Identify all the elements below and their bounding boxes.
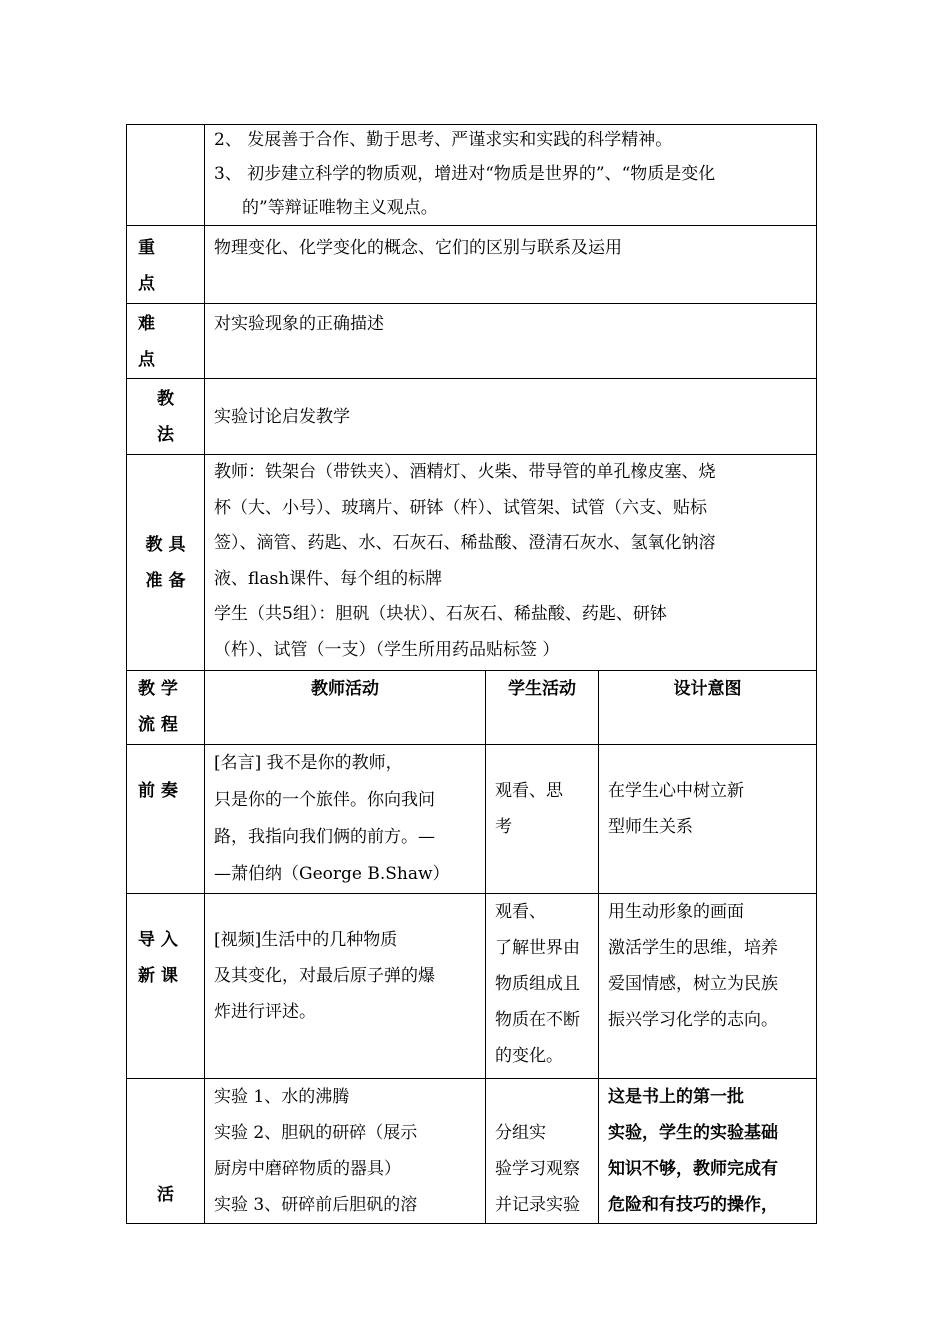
prelude-student-cell	[486, 745, 599, 894]
intro-intent-line-1: 用生动形象的画面	[608, 902, 744, 922]
key-point-label-1: 重	[138, 238, 155, 258]
key-point-label-2: 点	[138, 274, 155, 294]
goals-row	[127, 125, 817, 226]
intro-teacher-line-2: 及其变化，对最后原子弹的爆	[214, 966, 435, 986]
intro-teacher-line-3: 炸进行评述。	[214, 1002, 316, 1022]
tools-label-1: 教 具	[145, 534, 186, 555]
tools-content-cell	[205, 455, 817, 671]
prelude-teacher-cell	[205, 745, 486, 894]
key-point-text: 物理变化、化学变化的概念、它们的区别与联系及运用	[214, 238, 622, 258]
prelude-intent-line-1: 在学生心中树立新	[608, 781, 744, 801]
design-intent-header: 设计意图	[599, 671, 817, 745]
prelude-teacher-line-1: [名言] 我不是你的教师，	[214, 753, 403, 773]
tools-row	[127, 455, 817, 671]
student-activity-header: 学生活动	[486, 671, 599, 745]
prelude-row	[127, 745, 817, 894]
activity-intent-line-3: 知识不够，教师完成有	[608, 1159, 778, 1179]
prelude-label: 前 奏	[138, 781, 178, 801]
prelude-label-cell	[127, 745, 205, 894]
goal-item-3-cont: 的”等辩证唯物主义观点。	[242, 198, 438, 218]
activity-row	[127, 1079, 817, 1224]
activity-teacher-line-3: 厨房中磨碎物质的器具）	[214, 1159, 401, 1179]
flow-header-row	[127, 671, 817, 745]
flow-label-cell	[127, 671, 205, 745]
method-row	[127, 379, 817, 455]
tools-line-6: （杵）、试管（一支）（学生所用药品贴标签 ）	[214, 639, 560, 660]
difficulty-text: 对实验现象的正确描述	[214, 314, 384, 334]
activity-label: 活	[157, 1185, 174, 1205]
tools-label-cell	[127, 455, 205, 671]
activity-student-cell	[486, 1079, 599, 1224]
method-content-cell	[205, 379, 817, 455]
prelude-teacher-line-2: 只是你的一个旅伴。你向我问	[214, 790, 435, 810]
difficulty-label-cell	[127, 304, 205, 379]
tools-line-4: 液、flash课件、每个组的标牌	[214, 568, 443, 589]
intro-intent-cell	[599, 894, 817, 1079]
key-point-row	[127, 226, 817, 304]
activity-student-line-3: 并记录实验	[495, 1195, 580, 1215]
activity-student-line-2: 验学习观察	[495, 1159, 580, 1179]
prelude-teacher-line-4: —萧伯纳（George B.Shaw）	[214, 864, 450, 884]
intro-intent-line-2: 激活学生的思维，培养	[608, 938, 778, 958]
activity-teacher-line-2: 实验 2、胆矾的研碎（展示	[214, 1123, 418, 1143]
prelude-student-line-1: 观看、思	[495, 781, 563, 801]
method-label-1: 教	[157, 389, 174, 409]
tools-line-2: 杯（大、小号）、玻璃片、研钵（杵）、试管架、试管（六支、贴标	[214, 497, 707, 518]
intro-student-line-5: 的变化。	[495, 1046, 563, 1066]
activity-label-cell	[127, 1079, 205, 1224]
flow-label-1: 教 学	[138, 679, 178, 699]
method-label-cell	[127, 379, 205, 455]
intro-student-line-2: 了解世界由	[495, 938, 580, 958]
tools-line-5: 学生（共5组）：胆矾（块状）、石灰石、稀盐酸、药匙、研钵	[214, 604, 667, 624]
lesson-plan-table	[126, 124, 817, 1224]
intro-student-line-4: 物质在不断	[495, 1010, 580, 1030]
activity-intent-line-1: 这是书上的第一批	[608, 1087, 744, 1107]
intro-intent-line-3: 爱国情感，树立为民族	[608, 974, 778, 994]
tools-line-3: 签）、滴管、药匙、水、石灰石、稀盐酸、澄清石灰水、氢氧化钠溶	[214, 533, 716, 553]
intro-label-1: 导 入	[138, 930, 178, 950]
difficulty-content-cell	[205, 304, 817, 379]
key-point-label-cell	[127, 226, 205, 304]
intro-teacher-line-1: [视频]生活中的几种物质	[214, 930, 398, 950]
intro-student-cell	[486, 894, 599, 1079]
difficulty-label-2: 点	[138, 350, 155, 370]
activity-teacher-line-1: 实验 1、水的沸腾	[214, 1087, 350, 1107]
intro-row	[127, 894, 817, 1079]
activity-intent-line-2: 实验，学生的实验基础	[608, 1123, 778, 1143]
method-text: 实验讨论启发教学	[214, 406, 350, 427]
tools-label-2: 准 备	[145, 570, 186, 591]
method-label-2: 法	[157, 425, 174, 445]
intro-student-line-1: 观看、	[495, 902, 546, 922]
goal-item-2: 2、 发展善于合作、勤于思考、严谨求实和实践的科学精神。	[214, 130, 673, 150]
activity-teacher-line-4: 实验 3、研碎前后胆矾的溶	[214, 1195, 418, 1215]
goals-content-cell	[205, 125, 817, 226]
goals-label-cell	[127, 125, 205, 226]
activity-teacher-cell	[205, 1079, 486, 1224]
difficulty-label-1: 难	[138, 314, 155, 334]
activity-intent-cell	[599, 1079, 817, 1224]
intro-student-line-3: 物质组成且	[495, 974, 580, 994]
tools-line-1: 教师：铁架台（带铁夹）、酒精灯、火柴、带导管的单孔橡皮塞、烧	[214, 462, 716, 482]
activity-intent-line-4: 危险和有技巧的操作，	[608, 1195, 778, 1215]
prelude-teacher-line-3: 路，我指向我们俩的前方。—	[214, 827, 435, 847]
intro-intent-line-4: 振兴学习化学的志向。	[608, 1010, 778, 1030]
prelude-intent-line-2: 型师生关系	[608, 817, 693, 837]
flow-label-2: 流 程	[138, 715, 178, 735]
intro-label-cell	[127, 894, 205, 1079]
intro-label-2: 新 课	[138, 966, 178, 986]
goal-item-3: 3、 初步建立科学的物质观，增进对“物质是世界的”、“物质是变化	[214, 164, 716, 184]
difficulty-row	[127, 304, 817, 379]
prelude-student-line-2: 考	[495, 817, 512, 837]
activity-student-line-1: 分组实	[495, 1123, 546, 1143]
teacher-activity-header: 教师活动	[205, 671, 486, 745]
key-point-content-cell	[205, 226, 817, 304]
prelude-intent-cell	[599, 745, 817, 894]
intro-teacher-cell	[205, 894, 486, 1079]
